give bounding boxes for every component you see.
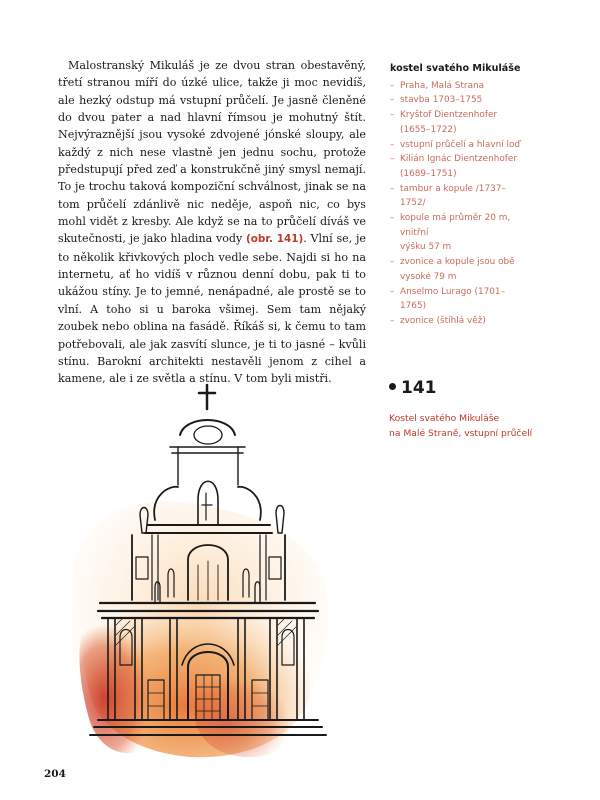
figure-reference-link[interactable]: (obr. 141) — [246, 233, 304, 246]
fact-item: – Kilián Ignác Dientzenhofer (1689–1751) — [390, 152, 530, 181]
body-text-part-1: Malostranský Mikuláš je ze dvou stran obestavěný, třetí stranou míří do úzké ulice, takže ji moc nevidíš, ale hezký odstup má vstupní průčelí. Je jasně členěné do dvou pater a nad hlavní římsou je mohutný štít. Nejvýraznější jsou vysoké zdvojené jónské sloupy, ale každý z nich nese vlastně jen jednu sochu, protože předstupují před zeď a konstrukčně jiný smysl nemají. To je trochu taková kompoziční schválnost, jinak se na tom průčelí zdánlivě nic neděje, aspoň nic, co bys mohl vidět z kresby. Ale když se na to průčelí díváš ve skutečnosti, je jako hladina vody — [58, 59, 366, 246]
figure-number: 141 — [389, 378, 437, 398]
caption-line: na Malé Straně, vstupní průčelí — [389, 427, 533, 439]
fact-item: – tambur a kopule /1737–1752/ — [390, 182, 530, 211]
caption-line: Kostel svatého Mikuláše — [389, 413, 500, 424]
sidebar-title: kostel svatého Mikuláše — [390, 63, 521, 74]
church-facade-illustration — [60, 375, 340, 765]
page-number: 204 — [44, 768, 66, 780]
fact-sidebar — [390, 62, 530, 329]
fact-item: – Anselmo Lurago (1701–1765) — [390, 285, 530, 314]
body-text — [58, 57, 366, 388]
fact-item: – kopule má průměr 20 m, vnitřní výšku 57 m — [390, 211, 530, 255]
body-text-part-2: . Vlní se, je to několik křivkových ploch vedle sebe. Najdi si ho na internetu, ať ho vidíš v různou denní dobu, pak ti to ukážou stíny. Je to jemné, nenápadné, ale prostě se to vlní. A toho si u baroka všimej. Sem tam nějaký zoubek nebo oblina na fasádě. Říkáš si, k čemu to tam potřebovali, ale jak zasvítí slunce, je ti to jasné – kvůli stínu. Barokní architekti nestavěli jenom z cihel a kamene, ale i ze světla a stínu. V tom byli mistři. — [58, 232, 366, 386]
fact-item: – Kryštof Dientzenhofer (1655–1722) — [390, 108, 530, 137]
fact-item: – stavba 1703–1755 — [390, 93, 530, 108]
figure-caption — [389, 412, 549, 441]
fact-item: – vstupní průčelí a hlavní loď — [390, 138, 530, 153]
fact-item: – Praha, Malá Strana — [390, 79, 530, 94]
fact-item: – zvonice (štíhlá věž) — [390, 314, 530, 329]
fact-item: – zvonice a kopule jsou obě vysoké 79 m — [390, 255, 530, 284]
bullet-icon — [389, 383, 396, 390]
fact-list — [390, 79, 530, 329]
